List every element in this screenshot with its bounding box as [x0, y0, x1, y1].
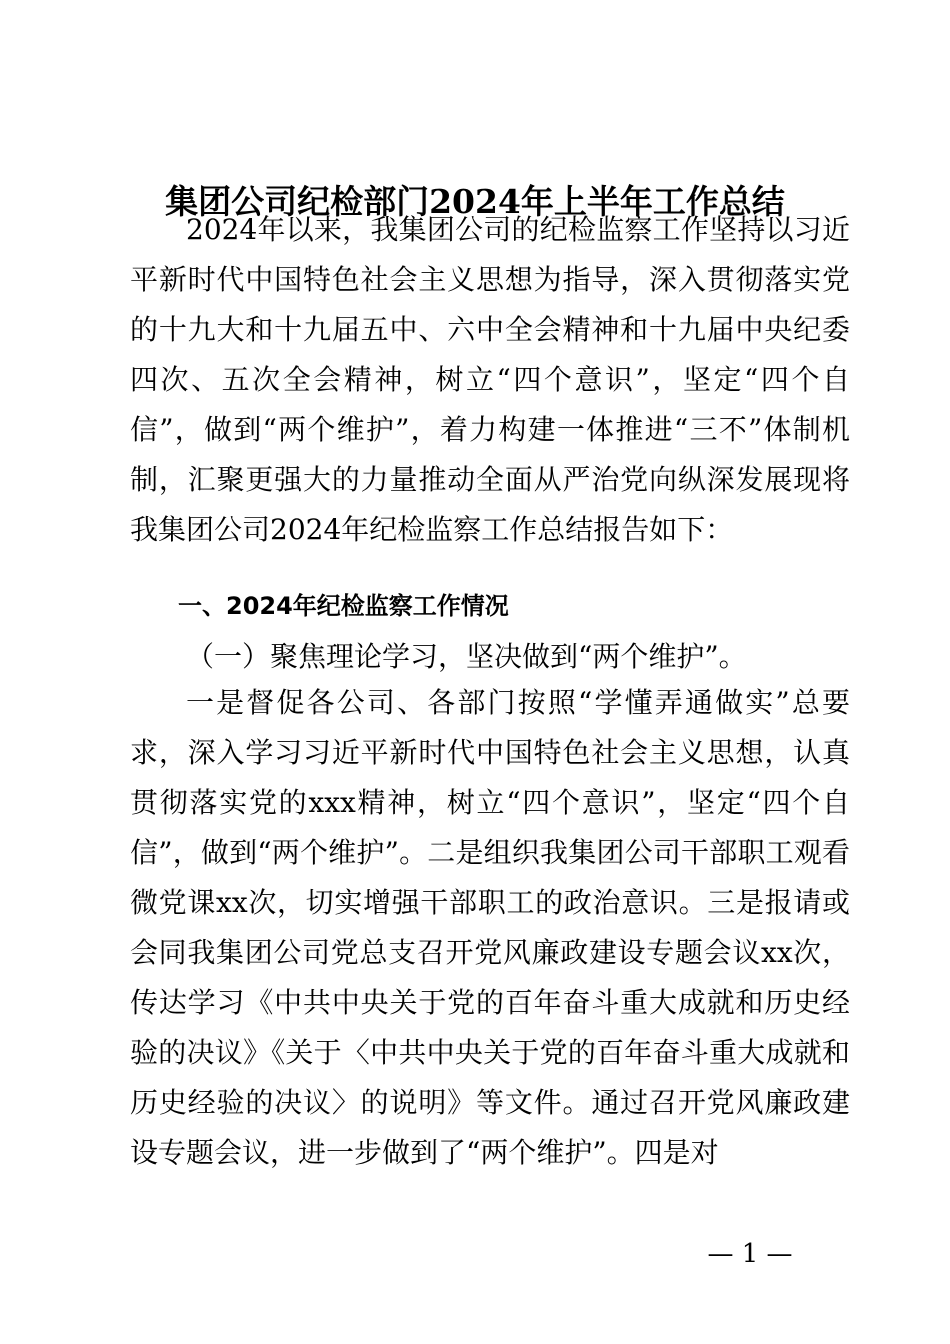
subsection-heading: （一）聚焦理论学习，坚决做到“两个维护”。	[186, 640, 747, 673]
body-paragraph: 一是督促各公司、各部门按照“学懂弄通做实”总要求，深入学习习近平新时代中国特色社会主义思想，认真贯彻落实党的xxx精神，树立“四个意识”，坚定“四个自信”，做到“两个维护”。二是组织我集团公司干部职工观看微党课xx次，切实增强干部职工的政治意识。三是报请或会同我集团公司党总支召开党风廉政建设专题会议xx次，传达学习《中共中央关于党的百年奋斗重大成就和历史经验的决议》《关于〈中共中央关于党的百年奋斗重大成就和历史经验的决议〉的说明》等文件。通过召开党风廉政建设专题会议，进一步做到了“两个维护”。四是对	[130, 686, 850, 1169]
intro-paragraph: 2024年以来，我集团公司的纪检监察工作坚持以习近平新时代中国特色社会主义思想为指导，深入贯彻落实党的十九大和十九届五中、六中全会精神和十九届中央纪委四次、五次全会精神，树立“四个意识”，坚定“四个自信”，做到“两个维护”，着力构建一体推进“三不”体制机制，汇聚更强大的力量推动全面从严治党向纵深发展现将我集团公司2024年纪检监察工作总结报告如下：	[130, 213, 850, 546]
document-title: 集团公司纪检部门2024年上半年工作总结	[165, 182, 785, 221]
section-heading: 一、2024年纪检监察工作情况	[178, 592, 509, 620]
page-number: — 1 —	[707, 1239, 793, 1269]
